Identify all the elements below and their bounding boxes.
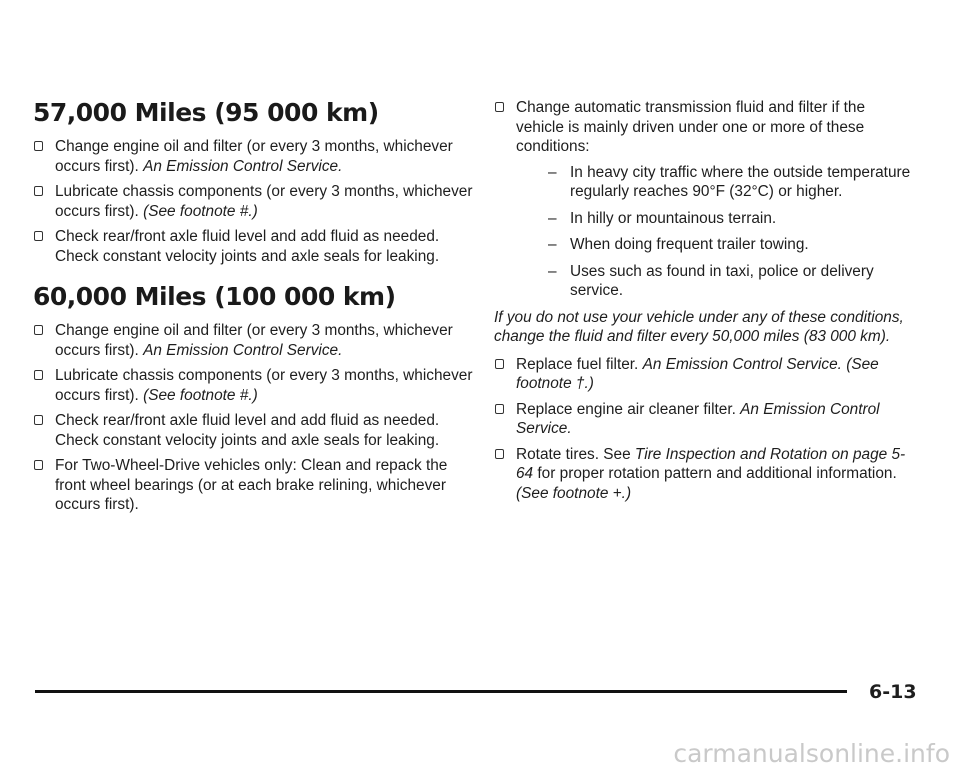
section-heading-57000: 57,000 Miles (95 000 km): [33, 98, 379, 127]
checkbox-icon[interactable]: [34, 325, 43, 335]
checklist-item: Replace engine air cleaner filter. An Emission Control Service.: [494, 400, 914, 439]
checkbox-icon[interactable]: [34, 186, 43, 196]
checkbox-icon[interactable]: [495, 359, 504, 369]
checkbox-icon[interactable]: [495, 404, 504, 414]
checklist-item: Change engine oil and filter (or every 3 months, whichever occurs first). An Emission Control Service.: [33, 321, 473, 360]
checklist-item: Rotate tires. See Tire Inspection and Rotation on page 5-64 for proper rotation pattern and additional information. (See footnote +.): [494, 445, 914, 504]
left-column: [33, 98, 473, 521]
dash-bullet-icon: –: [548, 236, 557, 253]
condition-item: – In heavy city traffic where the outside temperature regularly reaches 90°F (32°C) or higher.: [548, 163, 911, 200]
checkbox-icon[interactable]: [34, 415, 43, 425]
checkbox-icon[interactable]: [495, 449, 504, 459]
checkbox-icon[interactable]: [495, 102, 504, 112]
checklist-item: Change engine oil and filter (or every 3 months, whichever occurs first). An Emission Control Service.: [33, 137, 473, 176]
dash-bullet-icon: –: [548, 209, 557, 227]
checklist-item: Check rear/front axle fluid level and add fluid as needed. Check constant velocity joints and axle seals for leaking.: [33, 227, 473, 266]
footer-rule: [35, 690, 847, 693]
checkbox-icon[interactable]: [34, 141, 43, 151]
condition-item: – In hilly or mountainous terrain.: [548, 209, 777, 227]
checklist-item: Lubricate chassis components (or every 3 months, whichever occurs first). (See footnote #.): [33, 366, 473, 405]
right-column: [494, 98, 914, 509]
page-number: 6-13: [869, 681, 917, 703]
checkbox-icon[interactable]: [34, 370, 43, 380]
checklist-item: Lubricate chassis components (or every 3 months, whichever occurs first). (See footnote #.): [33, 182, 473, 221]
dash-bullet-icon: –: [548, 163, 557, 181]
checkbox-icon[interactable]: [34, 231, 43, 241]
conditions-note: If you do not use your vehicle under any of these conditions, change the fluid and filter every 50,000 miles (83 000 km).: [494, 308, 904, 345]
watermark: carmanualsonline.info: [673, 739, 950, 768]
checklist-item: Replace fuel filter. An Emission Control Service. (See footnote †.): [494, 355, 914, 394]
condition-item: – When doing frequent trailer towing.: [548, 236, 809, 253]
condition-item: – Uses such as found in taxi, police or delivery service.: [548, 262, 874, 299]
checklist-item: For Two-Wheel-Drive vehicles only: Clean and repack the front wheel bearings (or at each brake relining, whichever occurs first).: [33, 456, 473, 515]
checklist-item-transmission: Change automatic transmission fluid and filter if the vehicle is mainly driven under one or more of these conditions:: [494, 98, 914, 157]
checklist-item: Check rear/front axle fluid level and add fluid as needed. Check constant velocity joints and axle seals for leaking.: [33, 411, 473, 450]
dash-bullet-icon: –: [548, 262, 557, 280]
checkbox-icon[interactable]: [34, 460, 43, 470]
cross-reference-link[interactable]: Tire Inspection and Rotation on page 5-64: [516, 445, 906, 482]
section-heading-60000: 60,000 Miles (100 000 km): [33, 282, 396, 311]
